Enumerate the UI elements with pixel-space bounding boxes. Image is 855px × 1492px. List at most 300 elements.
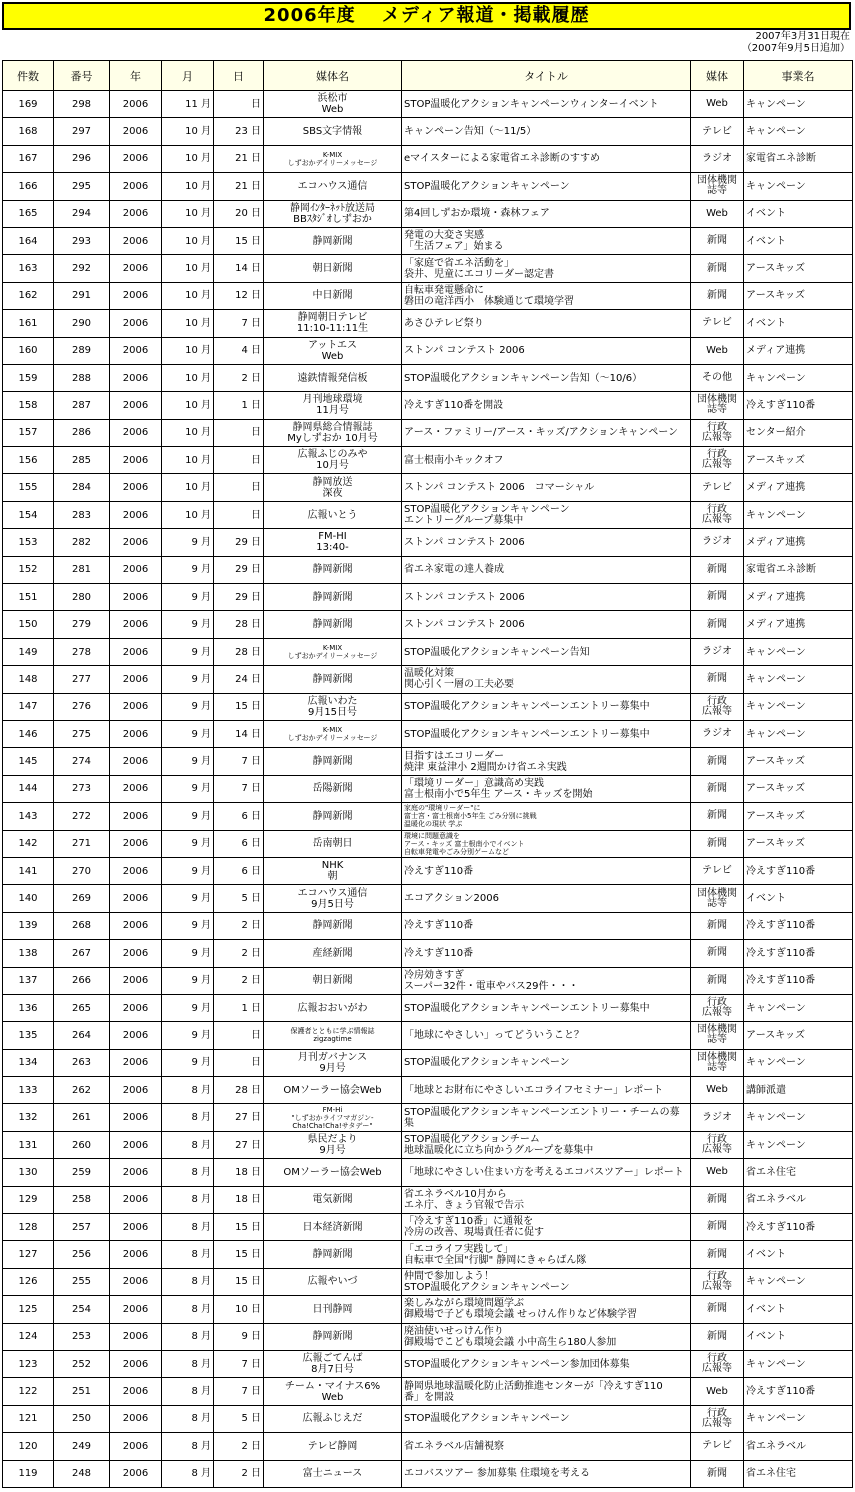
cell-media-type: Web — [691, 337, 744, 364]
cell-count: 160 — [3, 337, 54, 364]
cell-title: 冷えすぎ110番 — [402, 857, 691, 884]
cell-count: 126 — [3, 1268, 54, 1295]
cell-media-name: 岳南朝日 — [264, 830, 402, 857]
cell-media-type: 行政 広報等 — [691, 693, 744, 720]
cell-month: 9 月 — [162, 611, 214, 638]
table-row — [3, 720, 853, 747]
cell-month: 8 月 — [162, 1378, 214, 1405]
cell-media-type: 行政 広報等 — [691, 501, 744, 528]
cell-media-name: 静岡新聞 — [264, 1241, 402, 1268]
cell-month: 10 月 — [162, 364, 214, 391]
cell-media-name: 静岡新聞 — [264, 803, 402, 830]
cell-year: 2006 — [110, 940, 162, 967]
cell-year: 2006 — [110, 1186, 162, 1213]
cell-day: 29 日 — [214, 556, 264, 583]
cell-number: 286 — [54, 419, 110, 446]
cell-title: 富士根南小キックオフ — [402, 447, 691, 474]
cell-year: 2006 — [110, 803, 162, 830]
cell-year: 2006 — [110, 364, 162, 391]
table-row — [3, 91, 853, 118]
cell-media-type: 新聞 — [691, 227, 744, 254]
cell-count: 156 — [3, 447, 54, 474]
cell-title: ストンパ コンテスト 2006 — [402, 584, 691, 611]
cell-media-name: 朝日新聞 — [264, 967, 402, 994]
cell-number: 259 — [54, 1159, 110, 1186]
cell-title: エコアクション2006 — [402, 885, 691, 912]
cell-month: 9 月 — [162, 775, 214, 802]
cell-media-name: K-MIX しずおかデイリーメッセージ — [264, 145, 402, 172]
cell-count: 123 — [3, 1350, 54, 1377]
cell-project: メディア連携 — [744, 529, 853, 556]
cell-project: 冷えすぎ110番 — [744, 1214, 853, 1241]
cell-month: 10 月 — [162, 447, 214, 474]
cell-count: 154 — [3, 501, 54, 528]
cell-number: 296 — [54, 145, 110, 172]
cell-number: 276 — [54, 693, 110, 720]
cell-year: 2006 — [110, 967, 162, 994]
cell-year: 2006 — [110, 1268, 162, 1295]
cell-media-type: 新聞 — [691, 803, 744, 830]
cell-count: 163 — [3, 255, 54, 282]
cell-month: 8 月 — [162, 1433, 214, 1460]
cell-day: 日 — [214, 474, 264, 501]
table-row — [3, 392, 853, 419]
cell-day: 日 — [214, 501, 264, 528]
cell-year: 2006 — [110, 666, 162, 693]
cell-count: 147 — [3, 693, 54, 720]
cell-project: キャンペーン — [744, 501, 853, 528]
table-row — [3, 830, 853, 857]
cell-count: 135 — [3, 1022, 54, 1049]
cell-year: 2006 — [110, 1104, 162, 1131]
cell-day: 1 日 — [214, 392, 264, 419]
cell-media-name: 静岡県総合情報誌 Myしずおか 10月号 — [264, 419, 402, 446]
cell-day: 6 日 — [214, 857, 264, 884]
cell-title: 「地球にやさしい住まい方を考えるエコバスツアー」レポート — [402, 1159, 691, 1186]
cell-day: 28 日 — [214, 1077, 264, 1104]
cell-year: 2006 — [110, 529, 162, 556]
cell-project: メディア連携 — [744, 337, 853, 364]
cell-title: 冷えすぎ110番を開設 — [402, 392, 691, 419]
table-row — [3, 1022, 853, 1049]
cell-day: 5 日 — [214, 885, 264, 912]
cell-count: 130 — [3, 1159, 54, 1186]
cell-year: 2006 — [110, 1405, 162, 1432]
col-header-media-type: 媒体 — [691, 61, 744, 91]
cell-project: キャンペーン — [744, 91, 853, 118]
cell-year: 2006 — [110, 775, 162, 802]
cell-number: 283 — [54, 501, 110, 528]
cell-media-name: 広報やいづ — [264, 1268, 402, 1295]
cell-media-type: 行政 広報等 — [691, 1131, 744, 1158]
cell-month: 10 月 — [162, 200, 214, 227]
cell-project: 省エネ住宅 — [744, 1460, 853, 1487]
cell-media-name: アットエス Web — [264, 337, 402, 364]
header-row — [3, 61, 853, 91]
cell-count: 159 — [3, 364, 54, 391]
col-header-day: 日 — [214, 61, 264, 91]
cell-title: STOP温暖化アクションキャンペーン — [402, 173, 691, 200]
cell-year: 2006 — [110, 1323, 162, 1350]
cell-number: 274 — [54, 748, 110, 775]
cell-day: 2 日 — [214, 364, 264, 391]
cell-month: 9 月 — [162, 584, 214, 611]
cell-title: 省エネラベル10月から エネ庁、きょう官報で告示 — [402, 1186, 691, 1213]
table-row — [3, 803, 853, 830]
cell-month: 9 月 — [162, 803, 214, 830]
cell-count: 143 — [3, 803, 54, 830]
cell-media-name: 月刊地球環境 11月号 — [264, 392, 402, 419]
cell-number: 270 — [54, 857, 110, 884]
table-row — [3, 1159, 853, 1186]
cell-count: 155 — [3, 474, 54, 501]
cell-project: メディア連携 — [744, 611, 853, 638]
col-header-project: 事業名 — [744, 61, 853, 91]
cell-year: 2006 — [110, 1049, 162, 1076]
cell-month: 10 月 — [162, 173, 214, 200]
cell-number: 294 — [54, 200, 110, 227]
cell-month: 10 月 — [162, 501, 214, 528]
cell-month: 9 月 — [162, 720, 214, 747]
cell-count: 132 — [3, 1104, 54, 1131]
cell-media-name: 広報ふじえだ — [264, 1405, 402, 1432]
cell-month: 8 月 — [162, 1077, 214, 1104]
cell-media-name: 電気新聞 — [264, 1186, 402, 1213]
cell-month: 9 月 — [162, 857, 214, 884]
cell-media-type: 団体機関 誌等 — [691, 1022, 744, 1049]
cell-media-type: 新聞 — [691, 282, 744, 309]
cell-number: 285 — [54, 447, 110, 474]
cell-month: 10 月 — [162, 282, 214, 309]
cell-title: STOP温暖化アクションキャンペーンエントリー募集中 — [402, 994, 691, 1021]
cell-day: 18 日 — [214, 1159, 264, 1186]
cell-number: 272 — [54, 803, 110, 830]
cell-media-type: 団体機関 誌等 — [691, 173, 744, 200]
cell-title: 「地球とお財布にやさしいエコライフセミナー」レポート — [402, 1077, 691, 1104]
cell-title: STOP温暖化アクションキャンペーンエントリー募集中 — [402, 720, 691, 747]
cell-media-name: FM-HI 13:40- — [264, 529, 402, 556]
cell-day: 1 日 — [214, 994, 264, 1021]
cell-year: 2006 — [110, 720, 162, 747]
cell-count: 145 — [3, 748, 54, 775]
cell-day: 2 日 — [214, 912, 264, 939]
cell-title: キャンペーン告知（～11/5） — [402, 118, 691, 145]
cell-day: 2 日 — [214, 1460, 264, 1487]
cell-media-type: 新聞 — [691, 967, 744, 994]
cell-year: 2006 — [110, 118, 162, 145]
cell-number: 297 — [54, 118, 110, 145]
col-header-number: 番号 — [54, 61, 110, 91]
table-row — [3, 1131, 853, 1158]
cell-count: 133 — [3, 1077, 54, 1104]
cell-media-type: 新聞 — [691, 611, 744, 638]
cell-media-type: テレビ — [691, 118, 744, 145]
cell-media-name: NHK 朝 — [264, 857, 402, 884]
cell-year: 2006 — [110, 912, 162, 939]
cell-media-type: テレビ — [691, 1433, 744, 1460]
cell-media-type: 行政 広報等 — [691, 1350, 744, 1377]
cell-media-name: 富士ニュース — [264, 1460, 402, 1487]
cell-project: イベント — [744, 310, 853, 337]
cell-media-name: 静岡放送 深夜 — [264, 474, 402, 501]
table-row — [3, 1268, 853, 1295]
cell-year: 2006 — [110, 1378, 162, 1405]
cell-project: キャンペーン — [744, 693, 853, 720]
cell-count: 129 — [3, 1186, 54, 1213]
cell-number: 262 — [54, 1077, 110, 1104]
table-row — [3, 145, 853, 172]
table-row — [3, 474, 853, 501]
cell-count: 162 — [3, 282, 54, 309]
cell-count: 144 — [3, 775, 54, 802]
cell-title: STOP温暖化アクションキャンペーン エントリーグループ募集中 — [402, 501, 691, 528]
cell-media-name: 広報ふじのみや 10月号 — [264, 447, 402, 474]
cell-day: 2 日 — [214, 940, 264, 967]
cell-year: 2006 — [110, 91, 162, 118]
cell-number: 252 — [54, 1350, 110, 1377]
cell-day: 29 日 — [214, 584, 264, 611]
cell-media-type: Web — [691, 91, 744, 118]
cell-day: 14 日 — [214, 255, 264, 282]
cell-media-type: 行政 広報等 — [691, 447, 744, 474]
cell-day: 14 日 — [214, 720, 264, 747]
cell-count: 158 — [3, 392, 54, 419]
table-row — [3, 255, 853, 282]
cell-project: アースキッズ — [744, 255, 853, 282]
cell-day: 6 日 — [214, 830, 264, 857]
cell-year: 2006 — [110, 474, 162, 501]
cell-title: エコバスツアー 参加募集 住環境を考える — [402, 1460, 691, 1487]
cell-title: STOP温暖化アクションチーム 地球温暖化に立ち向かうグループを募集中 — [402, 1131, 691, 1158]
cell-month: 8 月 — [162, 1350, 214, 1377]
cell-day: 21 日 — [214, 145, 264, 172]
cell-media-name: テレビ静岡 — [264, 1433, 402, 1460]
cell-count: 124 — [3, 1323, 54, 1350]
cell-media-type: 行政 広報等 — [691, 1405, 744, 1432]
cell-number: 251 — [54, 1378, 110, 1405]
cell-year: 2006 — [110, 173, 162, 200]
cell-day: 12 日 — [214, 282, 264, 309]
as-of-date: 2007年3月31日現在 — [755, 31, 850, 42]
table-row — [3, 1049, 853, 1076]
cell-month: 9 月 — [162, 940, 214, 967]
table-row — [3, 501, 853, 528]
cell-number: 279 — [54, 611, 110, 638]
cell-number: 264 — [54, 1022, 110, 1049]
table-row — [3, 693, 853, 720]
cell-media-type: 新聞 — [691, 775, 744, 802]
cell-title: 「地球にやさしい」ってどういうこと？ — [402, 1022, 691, 1049]
cell-month: 10 月 — [162, 392, 214, 419]
table-row — [3, 529, 853, 556]
cell-count: 128 — [3, 1214, 54, 1241]
cell-title: ストンパ コンテスト 2006 — [402, 529, 691, 556]
cell-count: 131 — [3, 1131, 54, 1158]
cell-number: 253 — [54, 1323, 110, 1350]
cell-month: 9 月 — [162, 556, 214, 583]
cell-number: 273 — [54, 775, 110, 802]
cell-count: 141 — [3, 857, 54, 884]
cell-media-name: 県民だより 9月号 — [264, 1131, 402, 1158]
cell-project: アースキッズ — [744, 282, 853, 309]
cell-media-type: 新聞 — [691, 748, 744, 775]
cell-number: 269 — [54, 885, 110, 912]
cell-title: eマイスターによる家電省エネ診断のすすめ — [402, 145, 691, 172]
cell-number: 284 — [54, 474, 110, 501]
cell-year: 2006 — [110, 638, 162, 665]
cell-day: 24 日 — [214, 666, 264, 693]
cell-media-name: 静岡新聞 — [264, 611, 402, 638]
cell-project: メディア連携 — [744, 474, 853, 501]
cell-project: センター紹介 — [744, 419, 853, 446]
col-header-count: 件数 — [3, 61, 54, 91]
cell-media-name: 静岡新聞 — [264, 748, 402, 775]
table-row — [3, 1405, 853, 1432]
table-row — [3, 173, 853, 200]
cell-year: 2006 — [110, 1214, 162, 1241]
cell-month: 8 月 — [162, 1131, 214, 1158]
cell-media-name: K-MIX しずおかデイリーメッセージ — [264, 638, 402, 665]
cell-year: 2006 — [110, 830, 162, 857]
cell-month: 8 月 — [162, 1296, 214, 1323]
cell-year: 2006 — [110, 1433, 162, 1460]
cell-day: 15 日 — [214, 1241, 264, 1268]
cell-project: アースキッズ — [744, 830, 853, 857]
cell-month: 10 月 — [162, 145, 214, 172]
cell-number: 250 — [54, 1405, 110, 1432]
table-row — [3, 118, 853, 145]
table-row — [3, 967, 853, 994]
table-row — [3, 227, 853, 254]
cell-title: 「家庭で省エネ活動を」 袋井、児童にエコリーダー認定書 — [402, 255, 691, 282]
cell-month: 10 月 — [162, 337, 214, 364]
cell-number: 277 — [54, 666, 110, 693]
cell-media-name: チーム・マイナス6% Web — [264, 1378, 402, 1405]
cell-day: 15 日 — [214, 227, 264, 254]
cell-count: 149 — [3, 638, 54, 665]
cell-month: 10 月 — [162, 474, 214, 501]
cell-media-name: OMソーラー協会Web — [264, 1159, 402, 1186]
cell-year: 2006 — [110, 1159, 162, 1186]
cell-number: 280 — [54, 584, 110, 611]
cell-media-type: 新聞 — [691, 940, 744, 967]
cell-title: STOP温暖化アクションキャンペーン告知（～10/6） — [402, 364, 691, 391]
cell-number: 257 — [54, 1214, 110, 1241]
table-row — [3, 748, 853, 775]
cell-count: 146 — [3, 720, 54, 747]
cell-project: アースキッズ — [744, 803, 853, 830]
cell-project: キャンペーン — [744, 364, 853, 391]
cell-day: 日 — [214, 1022, 264, 1049]
cell-day: 20 日 — [214, 200, 264, 227]
cell-day: 2 日 — [214, 967, 264, 994]
cell-title: アース・ファミリー/アース・キッズ/アクションキャンペーン — [402, 419, 691, 446]
cell-title: ストンパ コンテスト 2006 — [402, 611, 691, 638]
cell-media-type: 行政 広報等 — [691, 1268, 744, 1295]
cell-project: キャンペーン — [744, 1350, 853, 1377]
cell-media-name: 静岡新聞 — [264, 666, 402, 693]
cell-project: キャンペーン — [744, 1268, 853, 1295]
cell-media-type: 新聞 — [691, 255, 744, 282]
page-title: 2006年度 メディア報道・掲載履歴 — [2, 2, 851, 30]
col-header-month: 月 — [162, 61, 214, 91]
cell-media-type: 団体機関 誌等 — [691, 1049, 744, 1076]
cell-month: 9 月 — [162, 1049, 214, 1076]
cell-project: イベント — [744, 1323, 853, 1350]
cell-media-type: Web — [691, 1077, 744, 1104]
cell-day: 日 — [214, 1049, 264, 1076]
cell-project: アースキッズ — [744, 748, 853, 775]
cell-title: 環境に問題意識を アース・キッズ 富士根南小でイベント 自転車発電やごみ分別ゲームなど — [402, 830, 691, 857]
cell-month: 8 月 — [162, 1241, 214, 1268]
cell-project: 家電省エネ診断 — [744, 145, 853, 172]
cell-media-type: 新聞 — [691, 1241, 744, 1268]
cell-number: 275 — [54, 720, 110, 747]
table-row — [3, 1378, 853, 1405]
cell-day: 7 日 — [214, 1350, 264, 1377]
cell-count: 119 — [3, 1460, 54, 1487]
table-row — [3, 200, 853, 227]
cell-day: 18 日 — [214, 1186, 264, 1213]
cell-title: 静岡県地球温暖化防止活動推進センターが「冷えすぎ110 番」を開設 — [402, 1378, 691, 1405]
cell-number: 265 — [54, 994, 110, 1021]
cell-media-name: 静岡新聞 — [264, 912, 402, 939]
table-row — [3, 611, 853, 638]
cell-media-name: FM-Hi "しずおかライフマガジン- Cha!Cha!Cha!サタデー" — [264, 1104, 402, 1131]
cell-title: 自転車発電懸命に 磐田の竜洋西小 体験通じて環境学習 — [402, 282, 691, 309]
cell-number: 254 — [54, 1296, 110, 1323]
cell-number: 290 — [54, 310, 110, 337]
cell-project: 冷えすぎ110番 — [744, 940, 853, 967]
cell-year: 2006 — [110, 693, 162, 720]
cell-day: 27 日 — [214, 1104, 264, 1131]
cell-media-name: 広報ごてんば 8月7日号 — [264, 1350, 402, 1377]
cell-count: 165 — [3, 200, 54, 227]
cell-project: キャンペーン — [744, 1049, 853, 1076]
table-row — [3, 1077, 853, 1104]
cell-number: 263 — [54, 1049, 110, 1076]
cell-day: 15 日 — [214, 1268, 264, 1295]
table-row — [3, 584, 853, 611]
cell-day: 7 日 — [214, 310, 264, 337]
cell-number: 282 — [54, 529, 110, 556]
cell-count: 148 — [3, 666, 54, 693]
cell-day: 23 日 — [214, 118, 264, 145]
cell-year: 2006 — [110, 1022, 162, 1049]
cell-title: ストンパ コンテスト 2006 コマーシャル — [402, 474, 691, 501]
cell-year: 2006 — [110, 337, 162, 364]
cell-year: 2006 — [110, 501, 162, 528]
table-row — [3, 1241, 853, 1268]
cell-media-name: 静岡ｲﾝﾀｰﾈｯﾄ放送局 BBｽﾀｼﾞｵしずおか — [264, 200, 402, 227]
cell-year: 2006 — [110, 994, 162, 1021]
cell-month: 9 月 — [162, 638, 214, 665]
table-row — [3, 1104, 853, 1131]
cell-media-type: 新聞 — [691, 1323, 744, 1350]
table-row — [3, 1296, 853, 1323]
cell-year: 2006 — [110, 392, 162, 419]
cell-day: 7 日 — [214, 748, 264, 775]
cell-month: 10 月 — [162, 118, 214, 145]
cell-day: 28 日 — [214, 611, 264, 638]
cell-media-name: 岳陽新聞 — [264, 775, 402, 802]
cell-year: 2006 — [110, 447, 162, 474]
cell-media-type: 新聞 — [691, 556, 744, 583]
cell-media-type: 新聞 — [691, 1460, 744, 1487]
cell-title: 仲間で参加しよう！ STOP温暖化アクションキャンペーン — [402, 1268, 691, 1295]
col-header-title: タイトル — [402, 61, 691, 91]
cell-day: 日 — [214, 91, 264, 118]
